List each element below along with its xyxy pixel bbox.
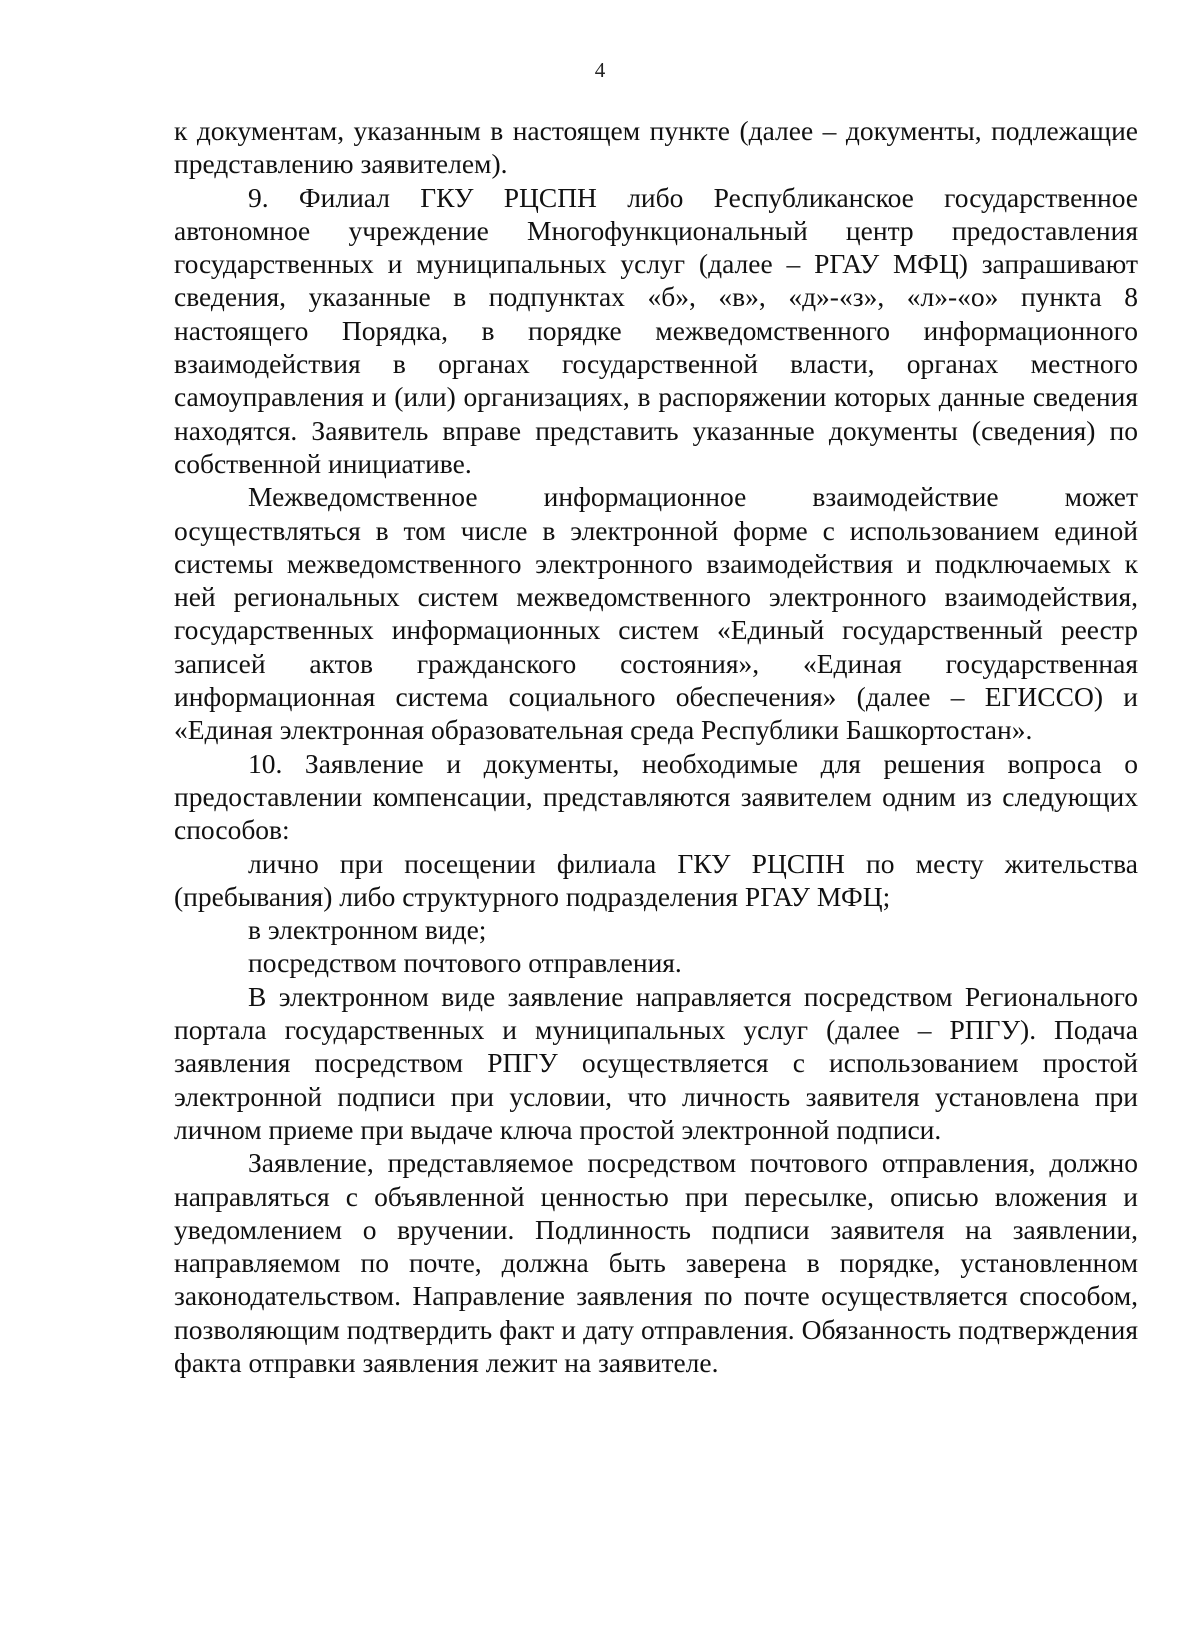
document-body	[174, 114, 1138, 1379]
paragraph-method-in-person: лично при посещении филиала ГКУ РЦСПН по месту жительства (пребывания) либо структурного подразделения РГАУ МФЦ;	[174, 847, 1138, 912]
paragraph-method-postal: посредством почтового отправления.	[248, 947, 682, 979]
paragraph-method-electronic: в электронном виде;	[248, 914, 487, 946]
paragraph-interagency-interaction: Межведомственное информационное взаимодействие может осуществляться в том числе в электронной форме с использованием единой системы межведомственного электронного взаимодействия и подключаемых к ней региональных систем межведомственного электронного взаимодействия, государственных информационных систем «Единый государственный реестр записей актов гражданского состояния», «Единая государственная информационная система социального обеспечения» (далее – ЕГИССО) и «Единая электронная образовательная среда Республики Башкортостан».	[174, 481, 1138, 746]
paragraph-electronic-submission: В электронном виде заявление направляется посредством Регионального портала государственных и муниципальных услуг (далее – РПГУ). Подача заявления посредством РПГУ осуществляется с использованием простой электронной подписи при условии, что личность заявителя установлена при личном приеме при выдаче ключа простой электронной подписи.	[174, 980, 1138, 1145]
paragraph-item-9: 9. Филиал ГКУ РЦСПН либо Республиканское государственное автономное учреждение Многофункциональный центр предоставления государственных и муниципальных услуг (далее – РГАУ МФЦ) запрашивают сведения, указанные в подпунктах «б», «в», «д»-«з», «л»-«о» пункта 8 настоящего Порядка, в порядке межведомственного информационного взаимодействия в органах государственной власти, органах местного самоуправления и (или) организациях, в распоряжении которых данные сведения находятся. Заявитель вправе представить указанные документы (сведения) по собственной инициативе.	[174, 181, 1138, 479]
paragraph-continuation: к документам, указанным в настоящем пункте (далее – документы, подлежащие представлению заявителем).	[174, 115, 1138, 180]
page-number: 4	[594, 58, 606, 82]
paragraph-item-10: 10. Заявление и документы, необходимые для решения вопроса о предоставлении компенсации, представляются заявителем одним из следующих способов:	[174, 747, 1138, 846]
paragraph-postal-submission: Заявление, представляемое посредством почтового отправления, должно направляться с объявленной ценностью при пересылке, описью вложения и уведомлением о вручении. Подлинность подписи заявителя на заявлении, направляемом по почте, должна быть заверена в порядке, установленном законодательством. Направление заявления по почте осуществляется способом, позволяющим подтвердить факт и дату отправления. Обязанность подтверждения факта отправки заявления лежит на заявителе.	[174, 1147, 1138, 1378]
